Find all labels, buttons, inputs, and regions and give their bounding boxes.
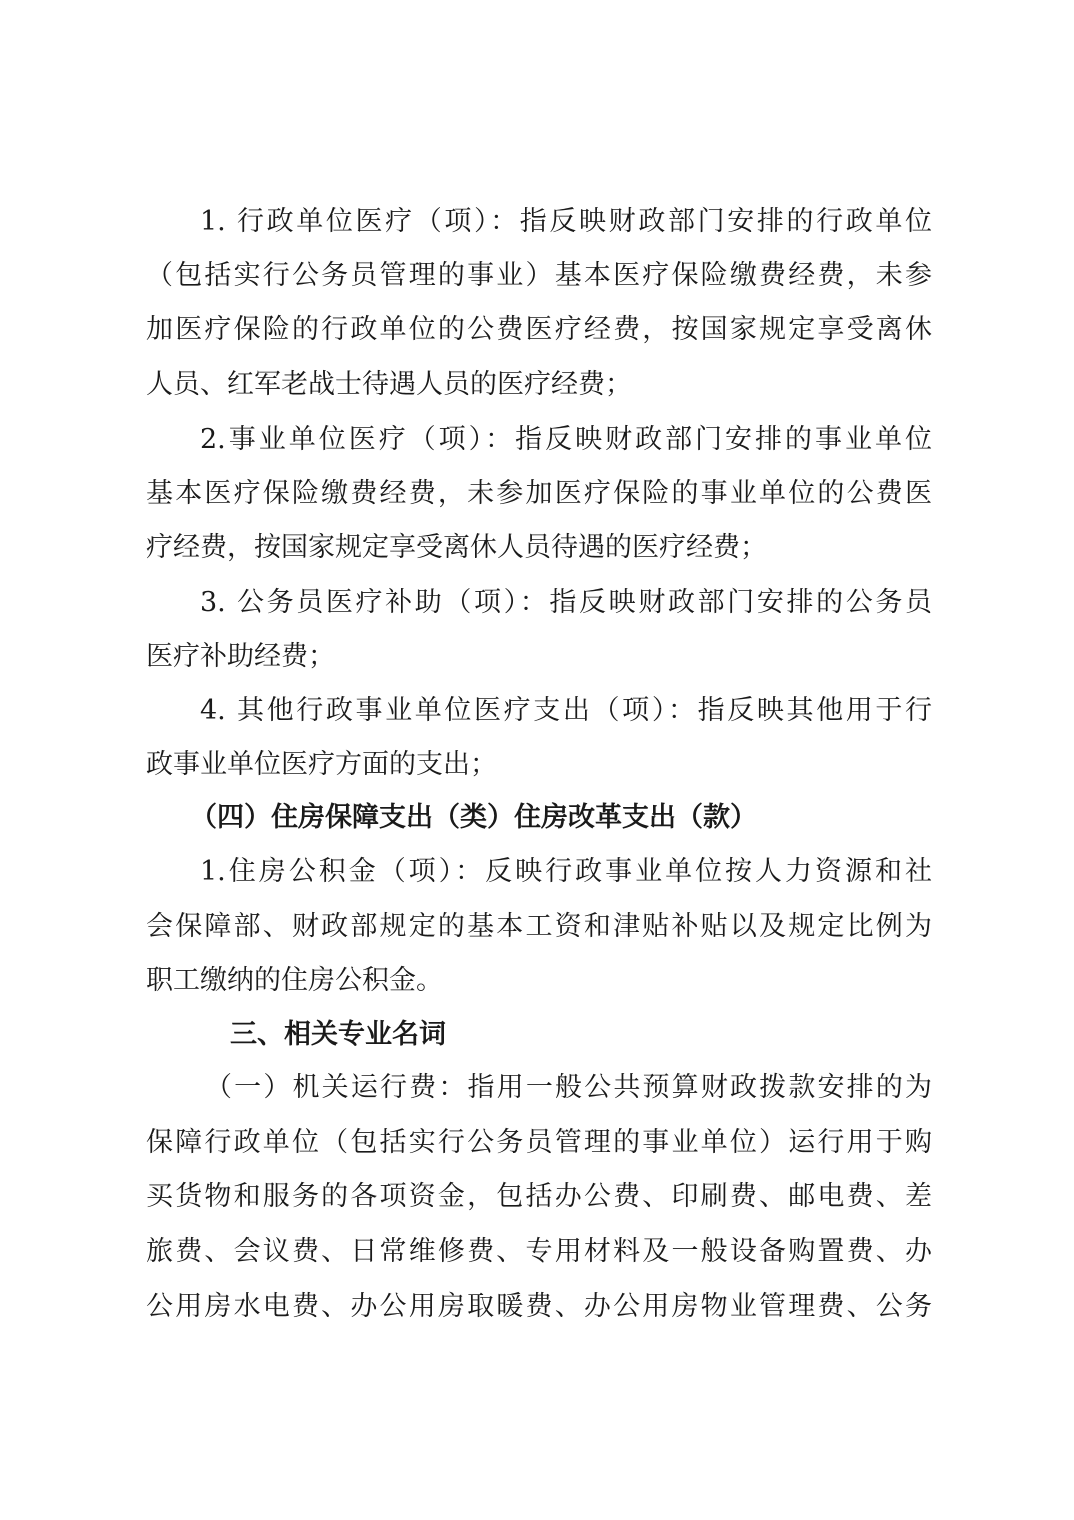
paragraph-line: 疗经费，按国家规定享受离休人员待遇的医疗经费；: [146, 532, 767, 563]
paragraph-line: 保障行政单位（包括实行公务员管理的事业单位）运行用于购: [146, 1127, 932, 1158]
paragraph-line: （包括实行公务员管理的事业）基本医疗保险缴费经费，未参: [146, 260, 932, 291]
paragraph-line: 人员、红军老战士待遇人员的医疗经费；: [146, 369, 632, 400]
paragraph-line: 政事业单位医疗方面的支出；: [146, 749, 497, 780]
paragraph-line: 公用房水电费、办公用房取暖费、办公用房物业管理费、公务: [146, 1291, 932, 1322]
paragraph-line: 1.住房公积金（项）：反映行政事业单位按人力资源和社: [200, 856, 932, 887]
paragraph-line: 加医疗保险的行政单位的公费医疗经费，按国家规定享受离休: [146, 314, 932, 345]
paragraph-line: 会保障部、财政部规定的基本工资和津贴补贴以及规定比例为: [146, 911, 932, 942]
paragraph-line: 4. 其他行政事业单位医疗支出（项）：指反映其他用于行: [200, 695, 932, 726]
section-heading: （四）住房保障支出（类）住房改革支出（款）: [190, 802, 757, 833]
paragraph-line: （一）机关运行费：指用一般公共预算财政拨款安排的为: [205, 1072, 932, 1103]
paragraph-line: 医疗补助经费；: [146, 641, 335, 672]
paragraph-line: 买货物和服务的各项资金，包括办公费、印刷费、邮电费、差: [146, 1181, 932, 1212]
paragraph-line: 基本医疗保险缴费经费，未参加医疗保险的事业单位的公费医: [146, 478, 932, 509]
paragraph-line: 3. 公务员医疗补助（项）：指反映财政部门安排的公务员: [200, 587, 932, 618]
chapter-heading: 三、相关专业名词: [230, 1019, 446, 1050]
paragraph-line: 职工缴纳的住房公积金。: [146, 965, 443, 996]
paragraph-line: 2.事业单位医疗（项）：指反映财政部门安排的事业单位: [200, 424, 932, 455]
paragraph-line: 1. 行政单位医疗（项）：指反映财政部门安排的行政单位: [200, 206, 932, 237]
paragraph-line: 旅费、会议费、日常维修费、专用材料及一般设备购置费、办: [146, 1236, 932, 1267]
